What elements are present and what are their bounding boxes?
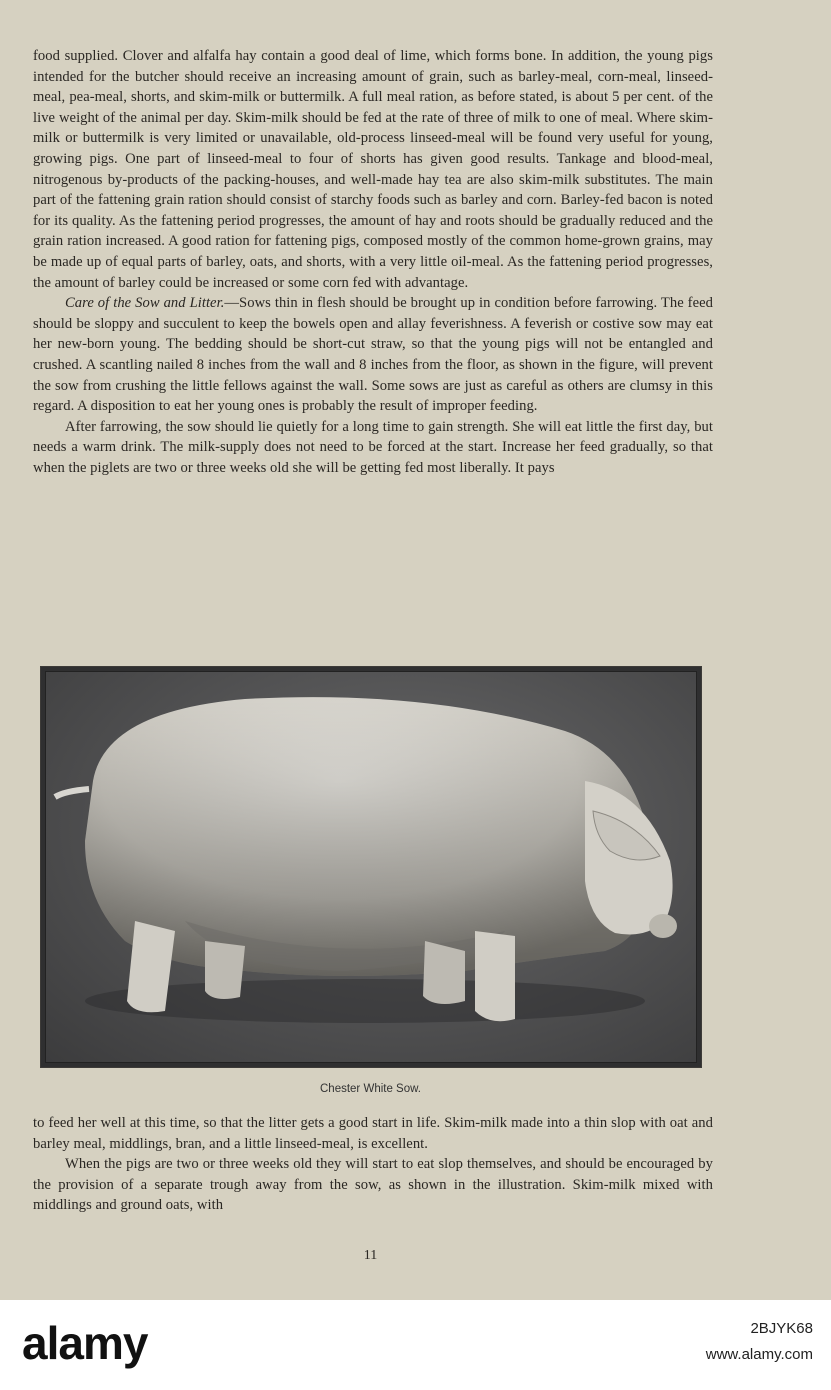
floor-shadow [85,979,645,1023]
image-id: 2BJYK68 [750,1320,813,1337]
paragraph-care-of-sow [33,293,713,417]
bottom-text-block [33,1113,713,1216]
top-text-block [33,46,713,478]
pig-snout [649,914,677,938]
pig-leg-rear-right [205,941,245,999]
pig-leg-front-right [475,931,515,1021]
pig-tail [55,789,89,797]
photo-caption: Chester White Sow. [320,1083,421,1095]
care-heading: Care of the Sow and Litter. [65,295,225,312]
page-number: 11 [363,1248,378,1263]
alamy-logo-text: alamy [22,1317,148,1369]
sow-photograph [40,666,702,1068]
alamy-logo [22,1316,147,1370]
paragraph-feeding: food supplied. Clover and alfalfa hay contain a good deal of lime, which forms bone. In addition, the young pigs intended for the butcher should receive an increasing amount of grain, such as barley-meal, corn-meal, linseed-meal, pea-meal, shorts, and skim-milk or buttermilk. A full meal ration, as before stated, is about 5 per cent. of the live weight of the animal per day. Skim-milk should be fed at the rate of three of milk to one of meal. Where skim-milk or buttermilk is very limited or unavailable, old-process linseed-meal will be found very useful for young, growing pigs. One part of linseed-meal to four of shorts has given good results. Tankage and blood-meal, nitrogenous by-products of the packing-houses, and well-made hay tea are also skim-milk substitutes. The main part of the fattening grain ration should consist of starchy foods such as barley and corn. Barley-fed bacon is noted for its quality. As the fattening period progresses, the amount of hay and roots should be gradually reduced and the grain ration increased. A good ration for fattening pigs, composed mostly of the common home-grown grains, may be made up of equal parts of barley, oats, and shorts, with a very little oil-meal. As the fattening period progresses, the amount of barley could be increased or some corn fed with advantage. [33,48,713,291]
paragraph-slop: When the pigs are two or three weeks old they will start to eat slop themselves, and should be encouraged by the provision of a separate trough away from the sow, as shown in the illustration. Skim-milk mixed with middlings and ground oats, with [33,1156,713,1214]
stock-footer [0,1300,831,1390]
care-text: —Sows thin in flesh should be brought up in condition before farrowing. The feed should be sloppy and succulent to keep the bowels open and allay feverishness. A feverish or costive sow may eat her new-born young. The bedding should be short-cut straw, so that the young pigs will not be entangled and crushed. A scantling nailed 8 inches from the wall and 8 inches from the floor, as shown in the figure, will prevent the sow from crushing the little fellows against the wall. Some sows are just as careful as others are clumsy in this regard. A disposition to eat her young ones is probably the result of improper feeding. [33,295,713,415]
footer-url: www.alamy.com [705,1346,813,1363]
pig-illustration [45,671,697,1063]
pig-leg-front-left [423,941,465,1004]
paragraph-after-farrowing: After farrowing, the sow should lie quietly for a long time to gain strength. She will eat little the first day, but needs a warm drink. The milk-supply does not need to be forced at the start. Increase her feed gradually, so that when the piglets are two or three weeks old she will be getting fed most liberally. It pays [33,418,713,476]
paragraph-feed-well: to feed her well at this time, so that the litter gets a good start in life. Skim-milk made into a thin slop with oat and barley meal, middlings, bran, and a little linseed-meal, is excellent. [33,1115,713,1152]
